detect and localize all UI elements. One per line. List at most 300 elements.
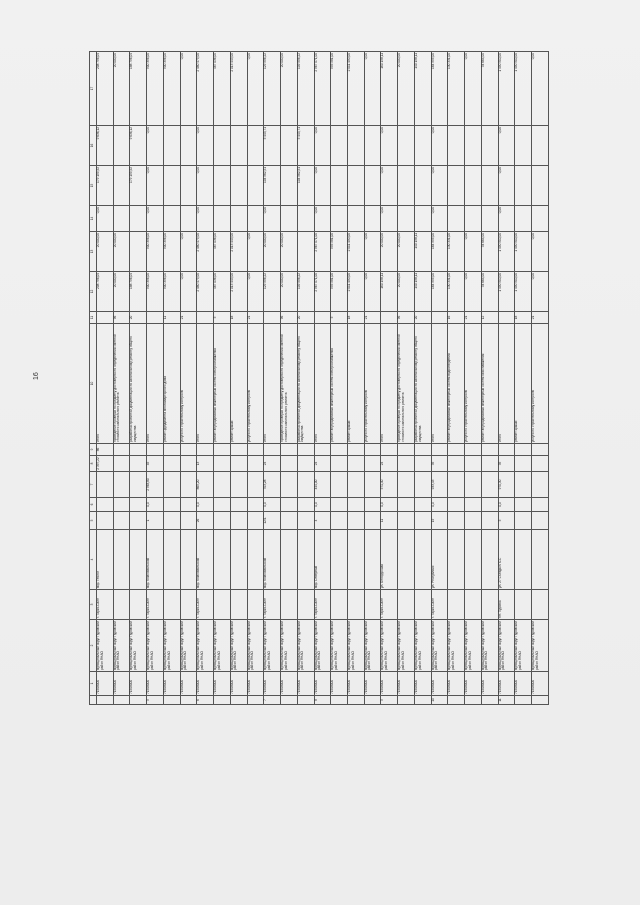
table-cell — [331, 530, 348, 590]
table-cell — [364, 126, 381, 166]
table-cell — [414, 498, 431, 512]
table-cell — [297, 472, 314, 498]
table-cell: 21 — [247, 312, 264, 324]
table-cell: муниципальный округ Пуровский район ЯНАО — [532, 620, 549, 672]
table-cell: 20 000,00 — [281, 52, 298, 126]
table-cell — [364, 166, 381, 206]
table-cell — [314, 312, 331, 324]
header-cell: 14 — [90, 206, 97, 232]
table-cell: 104 562,51 — [264, 166, 281, 206]
table-cell: итого — [498, 324, 515, 444]
table-cell: 71508000 — [130, 672, 147, 696]
table-cell: 900 396,00 — [163, 232, 180, 272]
table-cell — [414, 530, 431, 590]
table-cell: услуги по строительному контролю — [180, 324, 197, 444]
table-cell: проведение проверки по предмету достоверности определения сметной стоимости капитального ремонта — [281, 324, 298, 444]
table-cell: 0,00 — [431, 166, 448, 206]
table-cell — [431, 444, 448, 456]
table-cell: 179 159,92 — [130, 166, 147, 206]
table-cell — [331, 590, 348, 620]
table-row — [147, 52, 164, 705]
table-cell: муниципальный округ Пуровский район ЯНАО — [297, 620, 314, 672]
table-cell — [348, 472, 365, 498]
table-cell: муниципальный округ Пуровский район ЯНАО — [314, 620, 331, 672]
table-cell: проведение проверки по предмету достоверности определения сметной стоимости капитального ремонта — [113, 324, 130, 444]
table-cell: 86 — [97, 444, 114, 456]
table-cell — [214, 206, 231, 232]
table-row — [197, 52, 214, 705]
table-cell — [130, 206, 147, 232]
table-body — [90, 52, 549, 705]
table-cell — [465, 696, 482, 705]
table-cell: муниципальный округ Пуровский район ЯНАО — [163, 620, 180, 672]
table-cell — [532, 166, 549, 206]
table-cell: 0,00 — [364, 272, 381, 312]
table-cell: 130 331,00 — [448, 232, 465, 272]
table-cell: муниципальный округ Пуровский район ЯНАО — [247, 620, 264, 672]
table-cell: 1 490 510,00 — [515, 272, 532, 312]
table-cell: 1 490 510,00 — [498, 272, 515, 312]
table-cell — [364, 206, 381, 232]
table-cell: 130 331,00 — [448, 52, 465, 126]
table-cell — [230, 444, 247, 456]
table-cell — [214, 472, 231, 498]
table-cell: 0,00 — [314, 166, 331, 206]
table-cell — [331, 696, 348, 705]
table-cell: 20 000,00 — [97, 232, 114, 272]
table-cell — [230, 206, 247, 232]
table-cell — [281, 206, 298, 232]
table-cell: 71508000 — [532, 672, 549, 696]
table-cell — [297, 530, 314, 590]
table-cell — [448, 456, 465, 472]
table-cell — [348, 206, 365, 232]
table-cell: 71508000 — [364, 672, 381, 696]
table-cell — [348, 444, 365, 456]
table-cell: 96 — [113, 312, 130, 324]
table-cell — [230, 456, 247, 472]
table-cell — [515, 696, 532, 705]
table-cell: 20 — [297, 312, 314, 324]
table-cell — [113, 512, 130, 530]
table-cell — [465, 206, 482, 232]
table-cell: услуги по строительному контролю — [465, 324, 482, 444]
table-cell — [297, 232, 314, 272]
table-row — [230, 52, 247, 705]
table-row — [448, 52, 465, 705]
table-row — [281, 52, 298, 705]
table-cell — [130, 498, 147, 512]
table-cell: 467 036,00 — [214, 272, 231, 312]
table-cell: 24 — [264, 456, 281, 472]
table-cell — [214, 498, 231, 512]
table-cell — [147, 444, 164, 456]
table-cell — [281, 444, 298, 456]
table-cell: муниципальный округ Пуровский район ЯНАО — [180, 620, 197, 672]
table-cell — [331, 444, 348, 456]
table-cell: 9 — [381, 696, 398, 705]
table-cell: г. Тарко-Сале — [147, 590, 164, 620]
table-cell — [113, 126, 130, 166]
table-cell — [230, 696, 247, 705]
table-cell — [481, 456, 498, 472]
table-cell: 865,20 — [197, 472, 214, 498]
table-cell — [398, 696, 415, 705]
table-cell — [515, 498, 532, 512]
table-cell — [230, 530, 247, 590]
table-cell: 16 — [448, 312, 465, 324]
table-cell: 21 — [465, 312, 482, 324]
table-cell — [230, 472, 247, 498]
table-cell: 0,0 — [197, 498, 214, 512]
table-cell: 34 664,00 — [481, 272, 498, 312]
table-cell: пгт. Пуровск — [498, 590, 515, 620]
table-cell: 0,00 — [180, 52, 197, 126]
table-cell: 0,0 — [314, 498, 331, 512]
table-cell: 933,43 — [431, 472, 448, 498]
table-cell — [113, 444, 130, 456]
table-cell: 24 — [314, 456, 331, 472]
table-cell: 208 796,04 — [97, 272, 114, 312]
table-cell: мкр. Комсомольский — [147, 530, 164, 590]
table-cell: 0,00 — [364, 232, 381, 272]
table-cell — [331, 126, 348, 166]
table-row — [113, 52, 130, 705]
table-cell — [331, 498, 348, 512]
table-cell — [230, 512, 247, 530]
table-cell — [247, 530, 264, 590]
table-cell — [414, 472, 431, 498]
table-cell — [448, 590, 465, 620]
table-cell: 5 — [214, 312, 231, 324]
table-cell — [180, 472, 197, 498]
table-cell — [364, 530, 381, 590]
table-cell: 164 995,00 — [431, 52, 448, 126]
rotated-table-wrapper — [89, 52, 547, 705]
table-cell: 71508000 — [348, 672, 365, 696]
table-cell: 0,00 — [431, 206, 448, 232]
table-cell — [130, 232, 147, 272]
table-cell — [465, 498, 482, 512]
table-cell — [297, 498, 314, 512]
table-cell: 703,28 — [264, 472, 281, 498]
table-cell — [398, 498, 415, 512]
table-cell: 160 198,11 — [381, 52, 398, 126]
table-cell: 0,00 — [147, 126, 164, 166]
table-cell: 20 000,00 — [381, 232, 398, 272]
table-cell — [163, 590, 180, 620]
table-cell — [180, 530, 197, 590]
table-cell: 0,00 — [180, 272, 197, 312]
table-cell — [197, 312, 214, 324]
table-cell — [331, 512, 348, 530]
table-cell — [348, 512, 365, 530]
table-cell: 2 480 479,00 — [197, 52, 214, 126]
table-cell: 20 000,00 — [281, 232, 298, 272]
table-cell: 35 — [498, 456, 515, 472]
table-row — [465, 52, 482, 705]
table-cell — [281, 696, 298, 705]
table-cell — [515, 530, 532, 590]
table-cell: 71508000 — [214, 672, 231, 696]
table-cell: муниципальный округ Пуровский район ЯНАО — [147, 620, 164, 672]
table-cell: 96 — [281, 312, 298, 324]
table-cell — [532, 126, 549, 166]
table-cell: 20 — [414, 312, 431, 324]
table-cell — [180, 590, 197, 620]
table-cell: 208 796,04 — [97, 52, 114, 126]
table-cell — [448, 472, 465, 498]
table-cell — [297, 444, 314, 456]
table-cell: 1 490 510,00 — [498, 232, 515, 272]
table-cell — [348, 590, 365, 620]
table-cell — [398, 206, 415, 232]
table-cell: г. Тарко-Сале — [431, 590, 448, 620]
table-cell — [498, 312, 515, 324]
table-cell: 0,00 — [532, 52, 549, 126]
table-cell — [230, 126, 247, 166]
table-cell: 109 956,22 — [297, 272, 314, 312]
table-cell: 0,00 — [147, 166, 164, 206]
table-row — [414, 52, 431, 705]
header-cell: 2 — [90, 620, 97, 672]
table-cell: 900 396,00 — [163, 272, 180, 312]
table-cell: 21 — [532, 312, 549, 324]
table-cell — [481, 498, 498, 512]
table-cell: ул. Белорусская — [381, 530, 398, 590]
table-cell — [465, 472, 482, 498]
table-cell: итого — [381, 324, 398, 444]
table-cell: 10 — [431, 696, 448, 705]
table-cell — [348, 530, 365, 590]
table-cell — [264, 312, 281, 324]
table-cell: 0,00 — [465, 272, 482, 312]
table-cell: муниципальный округ Пуровский район ЯНАО — [197, 620, 214, 672]
table-cell: 188 796,04 — [130, 272, 147, 312]
table-cell: 71508000 — [163, 672, 180, 696]
table-cell — [481, 512, 498, 530]
table-cell: ремонт внутридомовых инженерных систем газоснабжения — [481, 324, 498, 444]
table-row — [214, 52, 231, 705]
table-cell — [314, 444, 331, 456]
table-cell: 0,0 — [431, 498, 448, 512]
table-cell: 20 000,00 — [398, 232, 415, 272]
table-cell — [515, 472, 532, 498]
table-cell — [515, 444, 532, 456]
table-cell: 104 562,51 — [297, 166, 314, 206]
table-cell: мкр. Комсомольский — [264, 530, 281, 590]
table-cell: 71508000 — [281, 672, 298, 696]
table-cell: муниципальный округ Пуровский район ЯНАО — [331, 620, 348, 672]
table-cell: 571,40 — [381, 472, 398, 498]
table-cell — [230, 166, 247, 206]
table-cell: 1 490 510,00 — [515, 52, 532, 126]
table-cell: г. Тарко-Сале — [264, 590, 281, 620]
table-cell — [532, 472, 549, 498]
table-cell: 160 198,11 — [381, 272, 398, 312]
table-cell — [381, 444, 398, 456]
header-cell: 1 — [90, 672, 97, 696]
table-cell — [364, 472, 381, 498]
table-cell: 0,0 — [147, 498, 164, 512]
table-cell — [481, 206, 498, 232]
table-cell — [297, 206, 314, 232]
table-row — [264, 52, 281, 705]
table-cell — [163, 696, 180, 705]
table-cell — [414, 126, 431, 166]
table-cell: муниципальный округ Пуровский район ЯНАО — [113, 620, 130, 672]
table-cell: 1 490 510,00 — [515, 232, 532, 272]
table-cell: итого — [264, 324, 281, 444]
table-cell: 0,00 — [97, 206, 114, 232]
table-row — [180, 52, 197, 705]
table-cell: ремонт внутридомовых инженерных систем электроснабжения — [214, 324, 231, 444]
table-cell: муниципальный округ Пуровский район ЯНАО — [465, 620, 482, 672]
table-cell: муниципальный округ Пуровский район ЯНАО — [481, 620, 498, 672]
table-cell: 0,00 — [465, 52, 482, 126]
table-cell — [398, 530, 415, 590]
header-cell — [90, 696, 97, 705]
table-cell: 18 — [348, 312, 365, 324]
header-cell: 4 — [90, 530, 97, 590]
table-row — [532, 52, 549, 705]
table-cell: 970,30 — [498, 472, 515, 498]
table-row — [163, 52, 180, 705]
table-cell — [97, 696, 114, 705]
table-cell — [247, 166, 264, 206]
table-cell — [163, 126, 180, 166]
header-cell: 13 — [90, 232, 97, 272]
table-cell: 164 995,00 — [431, 272, 448, 312]
table-cell: 71508000 — [97, 672, 114, 696]
table-cell: мкр. Комсомольский — [197, 530, 214, 590]
table-cell: 900 396,00 — [147, 232, 164, 272]
table-cell — [465, 590, 482, 620]
table-row — [364, 52, 381, 705]
table-cell: разработка проектной документации по капитальному ремонту общего имущества — [414, 324, 431, 444]
table-cell — [130, 512, 147, 530]
table-cell: ремонт крыши — [515, 324, 532, 444]
table-cell: ул. Республики — [431, 530, 448, 590]
table-cell — [498, 444, 515, 456]
table-cell: итого — [314, 324, 331, 444]
table-cell — [113, 530, 130, 590]
table-cell: муниципальный округ Пуровский район ЯНАО — [281, 620, 298, 672]
table-cell — [214, 696, 231, 705]
table-cell: ремонт фундамента многоквартирного дома — [163, 324, 180, 444]
table-cell — [532, 444, 549, 456]
table-cell: 5 — [331, 312, 348, 324]
header-cell: 17 — [90, 52, 97, 126]
table-cell: 2 397,22 — [97, 456, 114, 472]
table-cell — [180, 456, 197, 472]
table-cell — [230, 498, 247, 512]
table-cell: 0,00 — [314, 126, 331, 166]
table-cell — [532, 498, 549, 512]
table-cell — [281, 512, 298, 530]
table-cell: 2 013 443,00 — [230, 232, 247, 272]
table-cell: 71508000 — [498, 672, 515, 696]
table-cell — [247, 696, 264, 705]
table-row — [247, 52, 264, 705]
table-row — [348, 52, 365, 705]
table-row — [431, 52, 448, 705]
table-cell: разработка проектной документации по капитальному ремонту общего имущества — [130, 324, 147, 444]
table-cell: 8 — [314, 696, 331, 705]
table-cell — [515, 166, 532, 206]
table-cell: 467 036,00 — [214, 52, 231, 126]
table-cell — [180, 126, 197, 166]
table-cell — [214, 456, 231, 472]
table-cell — [331, 166, 348, 206]
table-cell — [247, 444, 264, 456]
table-cell: 140 198,11 — [414, 232, 431, 272]
header-cell: 11 — [90, 312, 97, 324]
table-cell — [297, 456, 314, 472]
table-cell: ремонт крыши — [230, 324, 247, 444]
table-cell: 1 — [147, 512, 164, 530]
table-row — [498, 52, 515, 705]
table-cell: 0,00 — [180, 232, 197, 272]
table-cell: 0,00 — [197, 166, 214, 206]
table-cell — [281, 472, 298, 498]
table-cell — [448, 512, 465, 530]
table-cell — [481, 530, 498, 590]
table-cell — [297, 590, 314, 620]
table-cell — [364, 512, 381, 530]
table-cell: 2 567 071,00 — [314, 232, 331, 272]
table-cell — [247, 456, 264, 472]
table-cell — [414, 456, 431, 472]
table-cell — [331, 472, 348, 498]
table-cell: 13 — [197, 456, 214, 472]
table-cell: 71508000 — [197, 672, 214, 696]
table-cell — [230, 590, 247, 620]
table-cell — [214, 530, 231, 590]
table-cell — [515, 456, 532, 472]
table-cell: 555 581,00 — [331, 232, 348, 272]
table-cell: 2 480 479,00 — [197, 232, 214, 272]
table-row — [130, 52, 147, 705]
table-cell: 20 — [130, 312, 147, 324]
table-cell: 96 — [398, 312, 415, 324]
table-cell — [264, 444, 281, 456]
table-cell: 71508000 — [113, 672, 130, 696]
table-cell: 71508000 — [314, 672, 331, 696]
table-cell: 2 963,80 — [147, 472, 164, 498]
table-cell: 0,00 — [364, 52, 381, 126]
table-cell — [364, 444, 381, 456]
table-cell — [532, 512, 549, 530]
table-cell — [398, 166, 415, 206]
table-cell — [247, 126, 264, 166]
table-cell — [163, 512, 180, 530]
table-cell — [414, 590, 431, 620]
table-cell — [113, 498, 130, 512]
table-cell — [532, 590, 549, 620]
table-cell: 0,00 — [381, 166, 398, 206]
table-cell: 0,0 — [498, 498, 515, 512]
table-cell: услуги по строительному контролю — [364, 324, 381, 444]
table-cell: г. Тарко-Сале — [197, 590, 214, 620]
table-cell: 2 011 490,00 — [348, 232, 365, 272]
table-cell: 71508000 — [414, 672, 431, 696]
table-cell — [515, 206, 532, 232]
table-cell: 0,00 — [197, 126, 214, 166]
table-cell — [130, 590, 147, 620]
table-cell — [113, 206, 130, 232]
table-cell: муниципальный округ Пуровский район ЯНАО — [381, 620, 398, 672]
